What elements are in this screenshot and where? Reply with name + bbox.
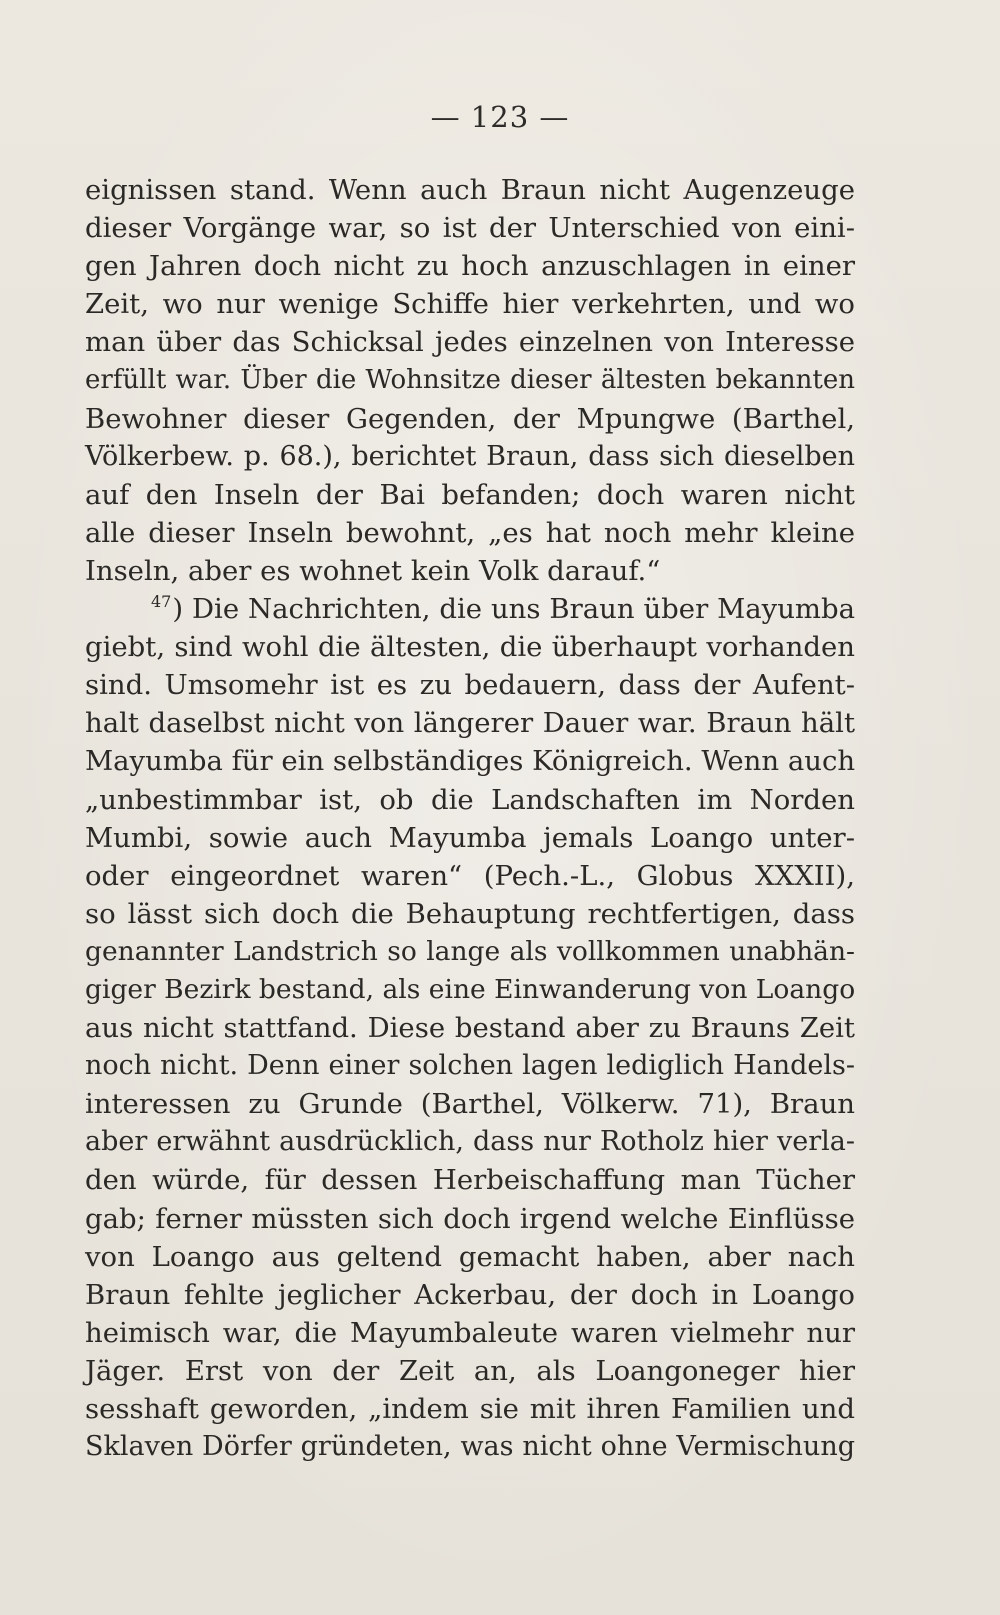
text-line: Zeit, wo nur wenige Schiffe hier verkehrten, und wo <box>85 288 855 321</box>
text-line: Inseln, aber es wohnet kein Volk darauf.“ <box>85 554 661 587</box>
text-line: dieser Vorgänge war, so ist der Unterschied von eini- <box>85 212 855 245</box>
body-text <box>85 171 855 1466</box>
footnote-line: gab; ferner müssten sich doch irgend welche Einflüsse <box>85 1202 855 1235</box>
footnote-line: noch nicht. Denn einer solchen lagen lediglich Handels- <box>85 1050 855 1082</box>
footnote-line: giebt, sind wohl die ältesten, die überhaupt vorhanden <box>85 631 855 664</box>
footnote-line: so lässt sich doch die Behauptung rechtfertigen, dass <box>85 897 855 930</box>
footnote-line: interessen zu Grunde (Barthel, Völkerw. 71), Braun <box>85 1088 855 1121</box>
footnote-line: aus nicht stattfand. Diese bestand aber zu Brauns Zeit <box>85 1012 855 1045</box>
text-line: alle dieser Inseln bewohnt, „es hat noch mehr kleine <box>85 516 855 549</box>
footnote-first-line-text: Die Nachrichten, die uns Braun über Mayumba <box>183 593 855 626</box>
footnote-line: aber erwähnt ausdrücklich, dass nur Rotholz hier verla- <box>85 1126 855 1158</box>
footnote-line: Sklaven Dörfer gründeten, was nicht ohne Vermischung <box>85 1431 855 1463</box>
footnote-line: von Loango aus geltend gemacht haben, aber nach <box>85 1240 855 1273</box>
text-line: man über das Schicksal jedes einzelnen von Interesse <box>85 326 855 359</box>
footnote-line: Mumbi, sowie auch Mayumba jemals Loango unter- <box>85 821 855 854</box>
text-line: auf den Inseln der Bai befanden; doch waren nicht <box>85 478 855 511</box>
page-number: — 123 — <box>430 100 570 134</box>
footnote-paren: ) <box>172 593 184 626</box>
footnote-line: genannter Landstrich so lange als vollkommen unabhän- <box>85 935 855 967</box>
text-line: gen Jahren doch nicht zu hoch anzuschlagen in einer <box>85 250 855 283</box>
text-line: eignissen stand. Wenn auch Braun nicht Augenzeuge <box>85 174 855 206</box>
footnote-line: oder eingeordnet waren“ (Pech.-L., Globus XXXII), <box>85 859 855 892</box>
footnote-line: halt daselbst nicht von längerer Dauer war. Braun hält <box>85 707 855 740</box>
footnote-line: heimisch war, die Mayumbaleute waren vielmehr nur <box>85 1316 855 1349</box>
footnote-line: Jäger. Erst von der Zeit an, als Loangoneger hier <box>85 1354 855 1387</box>
text-line: Bewohner dieser Gegenden, der Mpungwe (Barthel, <box>85 402 855 435</box>
text-line: Völkerbew. p. 68.), berichtet Braun, dass sich dieselben <box>85 440 855 472</box>
footnote-line: sesshaft geworden, „indem sie mit ihren Familien und <box>85 1393 855 1425</box>
footnote-line: den würde, für dessen Herbeischaffung man Tücher <box>85 1164 855 1197</box>
footnote-number: 47 <box>151 592 172 612</box>
footnote-line: Braun fehlte jeglicher Ackerbau, der doch in Loango <box>85 1278 855 1311</box>
footnote-line: sind. Umsomehr ist es zu bedauern, dass der Aufent- <box>85 669 855 702</box>
footnote-line: giger Bezirk bestand, als eine Einwanderung von Loango <box>85 973 856 1005</box>
footnote-first-line <box>85 590 855 628</box>
footnote-line: Mayumba für ein selbständiges Königreich. Wenn auch <box>85 745 856 778</box>
text-line: erfüllt war. Über die Wohnsitze dieser ältesten bekannten <box>85 365 855 396</box>
footnote-line: „unbestimmbar ist, ob die Landschaften im Norden <box>85 783 855 816</box>
